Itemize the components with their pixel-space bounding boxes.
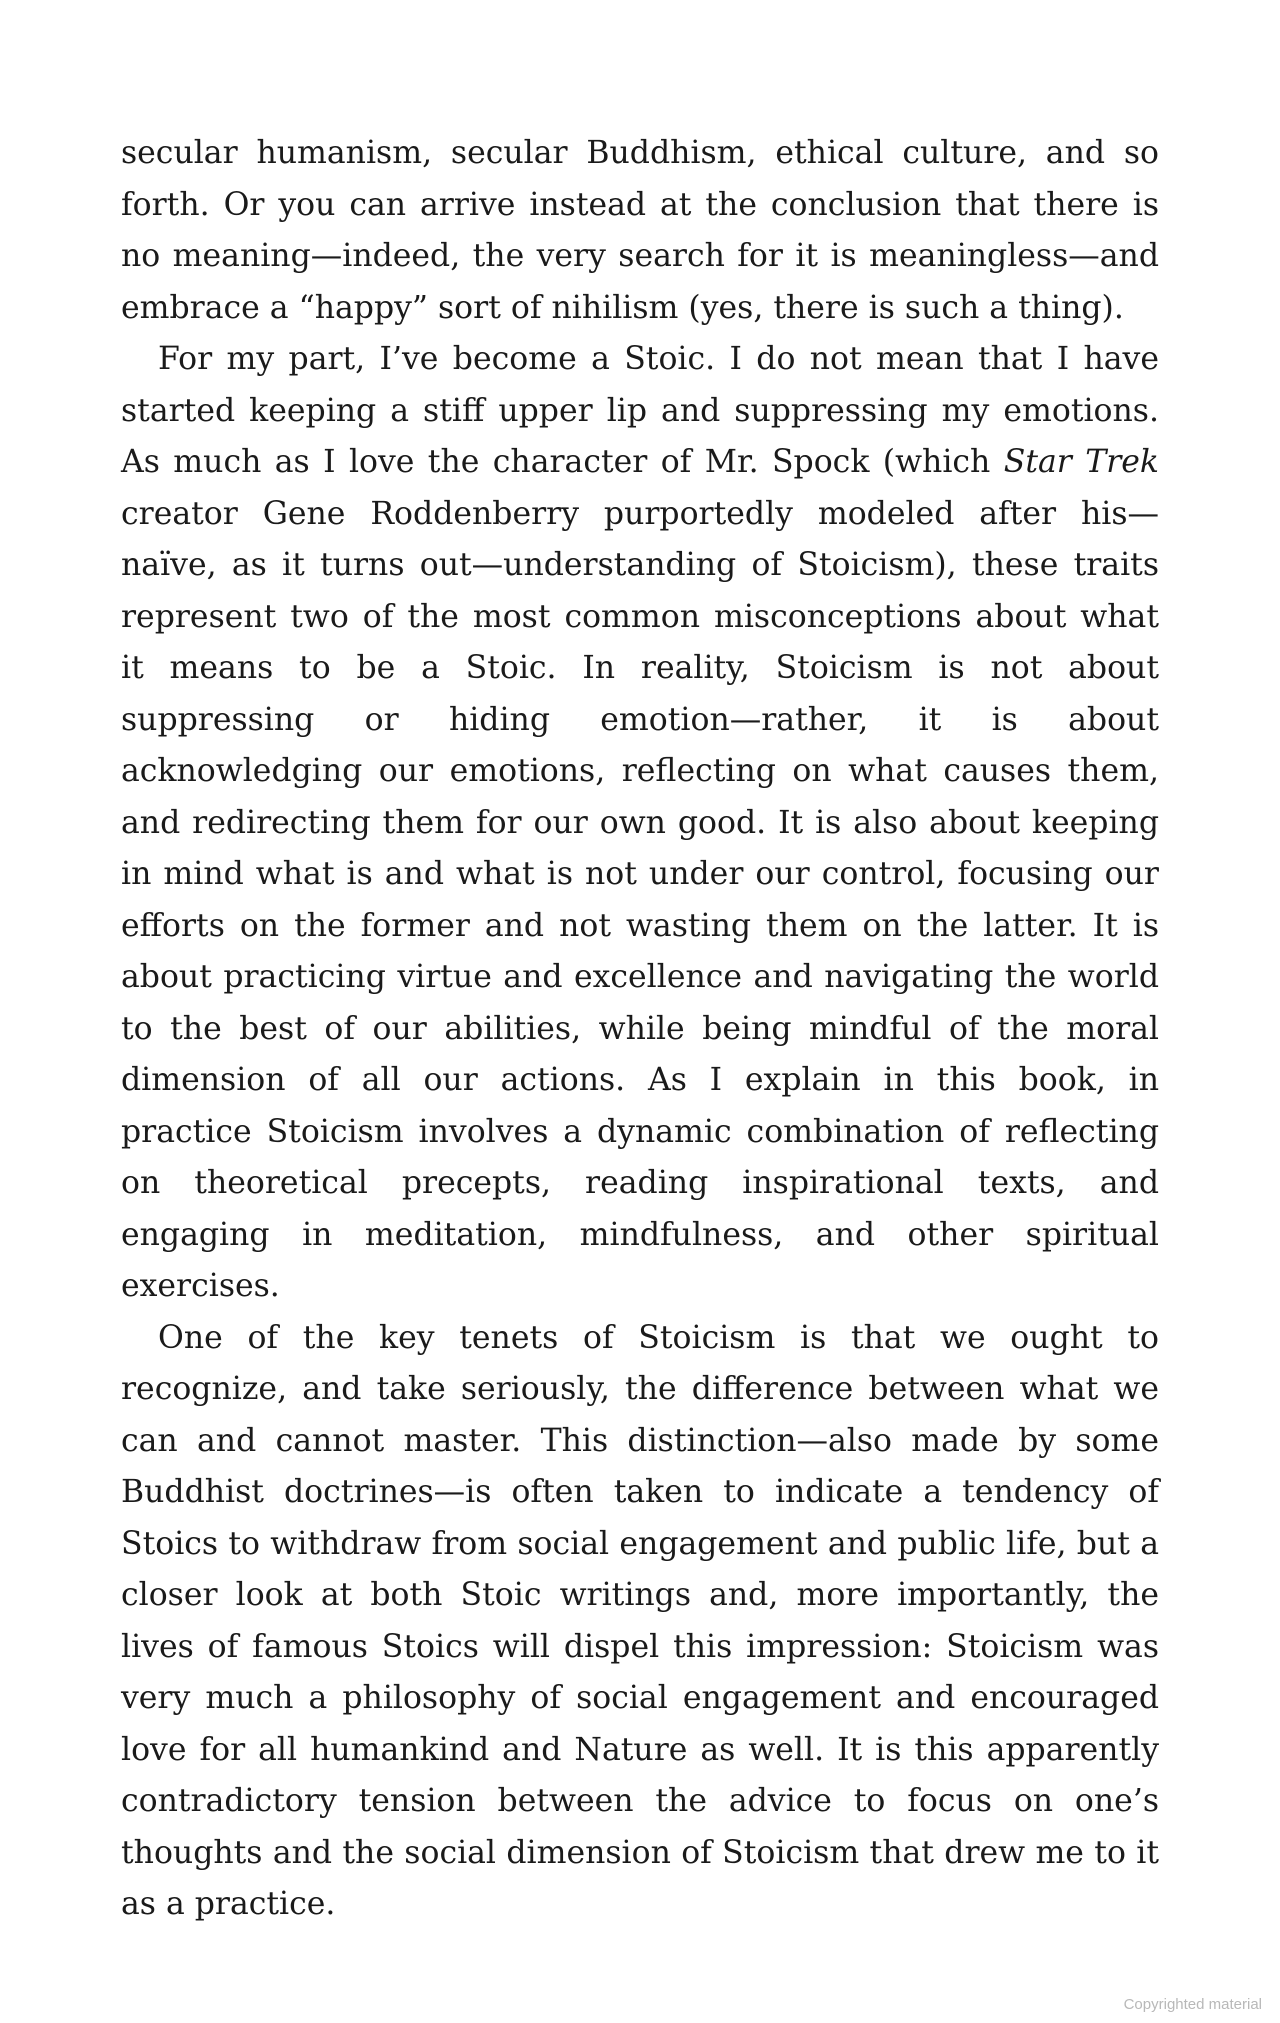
paragraph-2-part-1: For my part, I’ve become a Stoic. I do not mean that I have started keeping a stiff upper lip and suppressing my emotions. As much as I love the character of Mr. Spock (which — [121, 341, 1159, 480]
paragraph-1: secular humanism, secular Buddhism, ethical culture, and so forth. Or you can arrive instead at the conclusion that there is no meaning—indeed, the very search for it is meaningless—and embrace a “happy” sort of nihilism (yes, there is such a thing). — [121, 135, 1159, 326]
paragraph-2 — [121, 334, 1159, 1313]
paragraph-3: One of the key tenets of Stoicism is that we ought to recognize, and take seriously, the difference between what we can and cannot master. This distinction—also made by some Buddhist doctrines—is often taken to indicate a tendency of Stoics to withdraw from social engagement and public life, but a closer look at both Stoic writings and, more importantly, the lives of famous Stoics will dispel this impression: Stoicism was very much a philosophy of social engagement and encouraged love for all humankind and Nature as well. It is this apparently contradictory tension between the advice to focus on one’s thoughts and the social dimension of Stoicism that drew me to it as a practice. — [121, 1319, 1159, 1922]
star-trek-title: Star Trek — [1003, 444, 1159, 480]
copyright-watermark: Copyrighted material — [1123, 1996, 1262, 2013]
book-page — [121, 128, 1159, 1931]
paragraph-2-part-2: creator Gene Roddenberry purportedly modeled after his—naïve, as it turns out—understanding of Stoicism), these traits represent two of the most common misconceptions about what it means to be a Stoic. In reality, Stoicism is not about suppressing or hiding emotion—rather, it is about acknowledging our emotions, reflecting on what causes them, and redirecting them for our own good. It is also about keeping in mind what is and what is not under our control, focusing our efforts on the former and not wasting them on the latter. It is about practicing virtue and excellence and navigating the world to the best of our abilities, while being mindful of the moral dimension of all our actions. As I explain in this book, in practice Stoicism involves a dynamic combination of reflecting on theoretical precepts, reading inspirational texts, and engaging in meditation, mindfulness, and other spiritual exercises. — [121, 495, 1159, 1304]
